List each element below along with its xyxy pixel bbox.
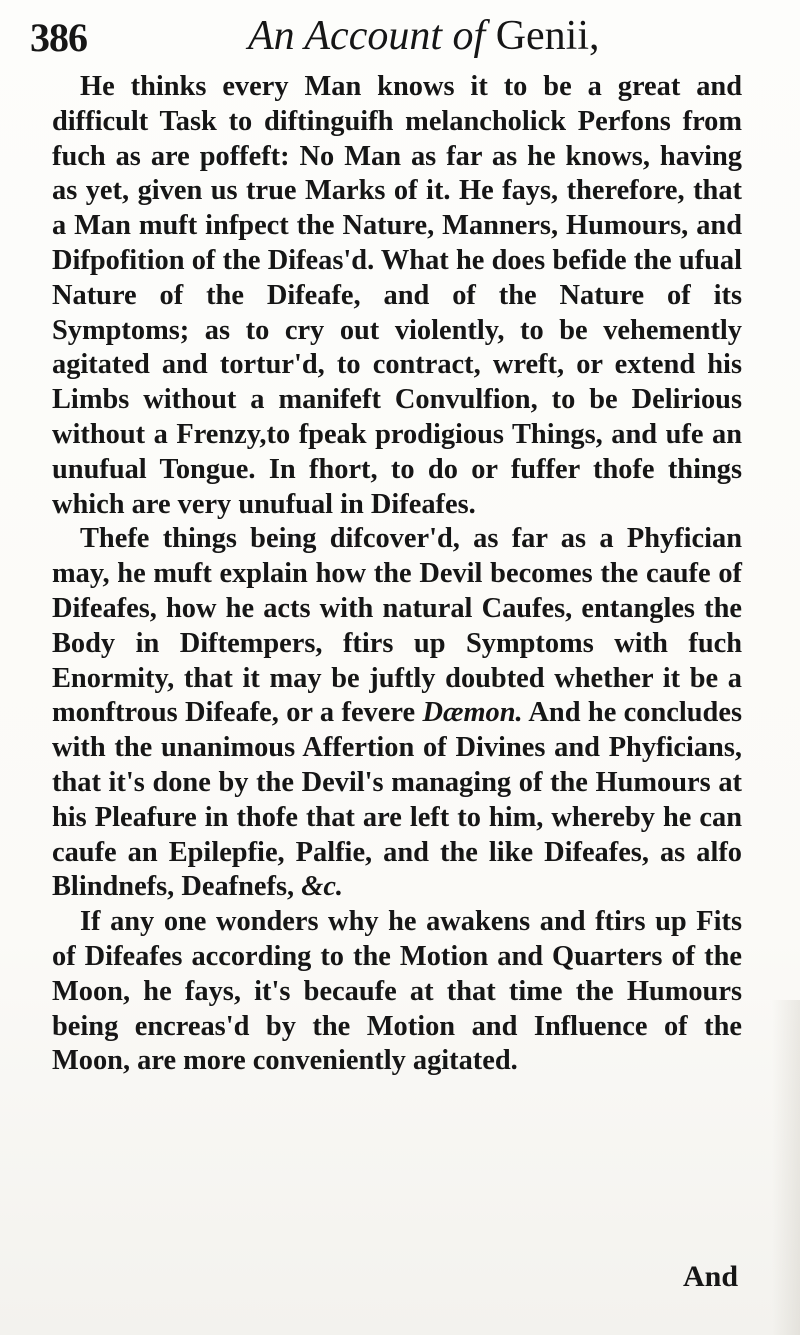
paragraph-text: He thinks every Man knows it to be a great and difficult Task to diftinguifh melancholick Perfons from fuch as are poffeft: No Man as far as he knows, having as yet, given us true Marks of it. He fays, therefore, that a Man muft infpect the Nature, Manners, Humours, and Difpofition of the Difeas'd. What he does befide the ufual Nature of the Difeafe, and of the Nature of its Symptoms; as to cry out violently, to be vehemently agitated and tortur'd, to contract, wreft, or extend his Limbs without a manifeft Convulfion, to be Delirious without a Frenzy,to fpeak prodigious Things, and ufe an unufual Tongue. In fhort, to do or fuffer thofe things which are very unufual in Difeafes. xyxy=(52,71,742,520)
running-head xyxy=(30,8,690,70)
italic-text: Dæmon. xyxy=(422,697,523,729)
catchword: And xyxy=(683,1260,739,1293)
body-text xyxy=(52,70,742,1079)
running-title-roman: Genii, xyxy=(495,13,600,59)
paragraph-text: If any one wonders why he awakens and ftirs up Fits of Difeafes according to the Motion and Quarters of the Moon, he fays, it's becaufe at that time the Humours being encreas'd by the Motion and Influence of the Moon, are more conveniently agitated. xyxy=(52,906,742,1077)
paragraph xyxy=(52,522,742,905)
paragraph-text: Thefe things being difcover'd, as far as a Phyfician may, he muft explain how the Devil becomes the caufe of Difeafes, how he acts with natural Caufes, entangles the Body in Diftempers, ftirs up Symptoms with fuch Enormity, that it may be juftly doubted whether it be a monftrous Difeafe, or a fevere xyxy=(52,523,742,729)
paragraph-text: And he concludes with the unanimous Affertion of Divines and Phyficians, that it's done by the Devil's managing of the Humours at his Pleafure in thofe that are left to him, whereby he can caufe an Epilepfie, Palfie, and the like Difeafes, as alfo Blindnefs, Deafnefs, xyxy=(52,697,742,903)
page-edge-shading xyxy=(772,1000,800,1335)
paragraph xyxy=(52,70,742,522)
italic-text: &c. xyxy=(301,871,344,903)
running-title-italic: An Account of xyxy=(248,13,486,59)
paragraph xyxy=(52,905,742,1079)
page-number: 386 xyxy=(30,15,87,60)
running-title xyxy=(248,12,600,60)
